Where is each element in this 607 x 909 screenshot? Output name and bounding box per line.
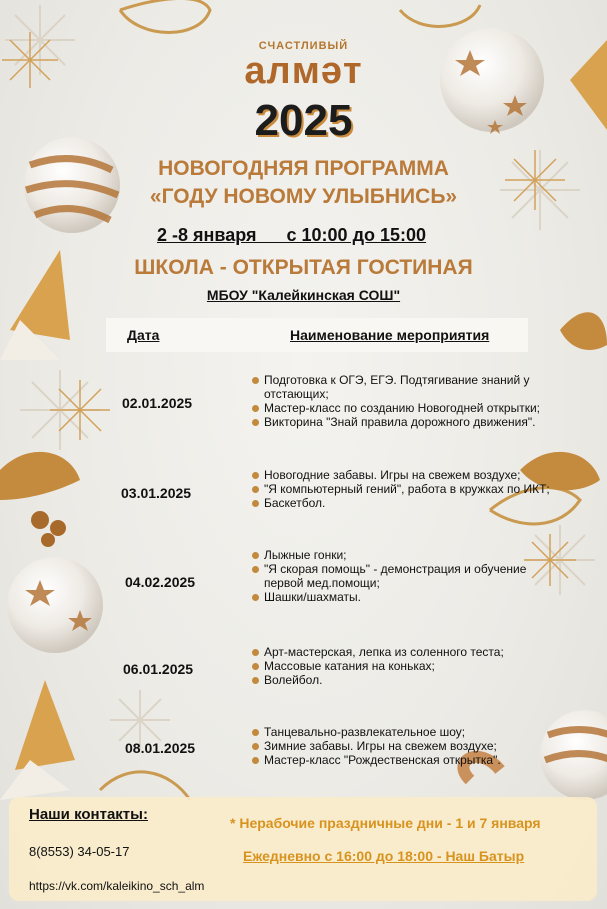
- list-item: Новогодние забавы. Игры на свежем воздухе;: [250, 468, 560, 482]
- list-item: Подготовка к ОГЭ, ЕГЭ. Подтягивание знаний у отстающих;: [250, 373, 560, 401]
- list-item: Мастер-класс по созданию Новогодней открытки;: [250, 401, 560, 415]
- contacts-title: Наши контакты:: [29, 806, 148, 823]
- list-item: Арт-мастерская, лепка из соленного теста;: [250, 645, 560, 659]
- list-item: Баскетбол.: [250, 496, 560, 510]
- row-date: 04.02.2025: [125, 574, 196, 590]
- event-list: [250, 548, 560, 604]
- year-heading: 2025: [254, 96, 353, 145]
- list-item: Массовые катания на коньках;: [250, 659, 560, 673]
- row-date: 02.01.2025: [122, 395, 193, 411]
- row-date: 03.01.2025: [121, 485, 192, 501]
- holidays-note: * Нерабочие праздничные дни - 1 и 7 января: [230, 815, 541, 831]
- event-list: [250, 725, 560, 767]
- program-subtitle: «ГОДУ НОВОМУ УЛЫБНИСЬ»: [149, 185, 458, 208]
- time-range: с 10:00 до 15:00: [286, 225, 427, 245]
- list-item: Танцевально-развлекательное шоу;: [250, 725, 560, 739]
- row-date: 08.01.2025: [125, 740, 196, 756]
- date-time-line: [157, 225, 426, 246]
- list-item: Волейбол.: [250, 673, 560, 687]
- contact-phone: 8(8553) 34-05-17: [29, 844, 130, 859]
- list-item: "Я компьютерный гений", работа в кружках по ИКТ;: [250, 482, 560, 496]
- list-item: "Я скорая помощь" - демонстрация и обучение первой мед.помощи;: [250, 562, 560, 590]
- daily-schedule-note: Ежедневно с 16:00 до 18:00 - Наш Батыр: [243, 848, 525, 864]
- section-heading: ШКОЛА - ОТКРЫТАЯ ГОСТИНАЯ: [134, 256, 473, 279]
- school-name: МБОУ "Калейкинская СОШ": [206, 287, 401, 303]
- event-list: [250, 373, 560, 429]
- list-item: Мастер-класс "Рождественская открытка".: [250, 753, 560, 767]
- column-header-event: Наименование мероприятия: [290, 327, 490, 343]
- column-header-date: Дата: [127, 327, 160, 343]
- program-title: НОВОГОДНЯЯ ПРОГРАММА: [158, 157, 449, 180]
- table-header: [106, 318, 528, 352]
- logo-wordmark: алмәт: [244, 50, 363, 92]
- contact-link[interactable]: https://vk.com/kaleikino_sch_alm: [29, 879, 205, 893]
- list-item: Лыжные гонки;: [250, 548, 560, 562]
- list-item: Викторина "Знай правила дорожного движения".: [250, 415, 560, 429]
- logo-caption: СЧАСТЛИВЫЙ: [258, 40, 349, 52]
- list-item: Зимние забавы. Игры на свежем воздухе;: [250, 739, 560, 753]
- event-list: [250, 468, 560, 510]
- event-list: [250, 645, 560, 687]
- row-date: 06.01.2025: [123, 661, 194, 677]
- date-range: 2 -8 января: [157, 225, 257, 245]
- list-item: Шашки/шахматы.: [250, 590, 560, 604]
